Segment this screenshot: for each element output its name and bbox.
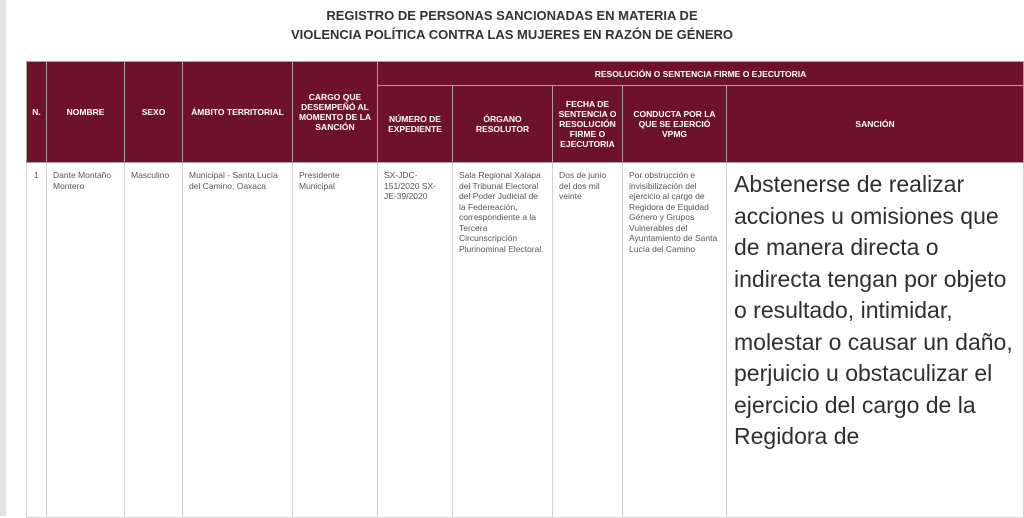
header-ambito: ÁMBITO TERRITORIAL	[183, 62, 293, 163]
header-nombre: NOMBRE	[47, 62, 125, 163]
title-line-1: REGISTRO DE PERSONAS SANCIONADAS EN MATERIA DE	[326, 8, 698, 23]
title-line-2: VIOLENCIA POLÍTICA CONTRA LAS MUJERES EN RAZÓN DE GÉNERO	[290, 27, 734, 42]
header-sexo: SEXO	[125, 62, 183, 163]
cell-n: 1	[27, 163, 47, 518]
cell-organo: Sala Regional Xalapa del Tribunal Electoral del Poder Judicial de la Federeación, correspondiente a la Tercera Circunscripción Plurinominal Electoral.	[453, 163, 553, 518]
header-organo: ÓRGANO RESOLUTOR	[453, 86, 553, 163]
table-row	[27, 163, 1024, 518]
left-edge-strip	[0, 0, 6, 516]
header-cargo: CARGO QUE DESEMPEÑÓ AL MOMENTO DE LA SANCIÓN	[293, 62, 378, 163]
sanctions-table	[26, 61, 1024, 518]
cell-conducta: Por obstrucción e invisibilización del ejercicio al cargo de Regidora de Equidad Género y Grupos Vulnerables del Ayuntamiento de Santa Lucía del Camino	[623, 163, 727, 518]
cell-cargo: Presidente Municipal	[293, 163, 378, 518]
header-expediente: NÚMERO DE EXPEDIENTE	[378, 86, 453, 163]
header-resolucion-group: RESOLUCIÓN O SENTENCIA FIRME O EJECUTORIA	[378, 62, 1024, 86]
cell-ambito: Municipal - Santa Lucía del Camino, Oaxaca	[183, 163, 293, 518]
header-sancion: SANCIÓN	[727, 86, 1024, 163]
page-title	[0, 6, 1024, 44]
cell-expediente: SX-JDC-151/2020 SX-JE-39/2020	[378, 163, 453, 518]
header-row-group	[27, 62, 1024, 86]
cell-sancion: Abstenerse de realizar acciones u omisiones que de manera directa o indirecta tengan por objeto o resultado, intimidar, molestar o causar un daño, perjuicio u obstaculizar el ejercicio del cargo de la Regidora de	[727, 163, 1024, 518]
cell-fecha: Dos de junio del dos mil veinte	[553, 163, 623, 518]
header-n: N.	[27, 62, 47, 163]
cell-sexo: Masculino	[125, 163, 183, 518]
header-fecha: FECHA DE SENTENCIA O RESOLUCIÓN FIRME O EJECUTORIA	[553, 86, 623, 163]
cell-nombre: Dante Montaño Montero	[47, 163, 125, 518]
header-conducta: CONDUCTA POR LA QUE SE EJERCIÓ VPMG	[623, 86, 727, 163]
